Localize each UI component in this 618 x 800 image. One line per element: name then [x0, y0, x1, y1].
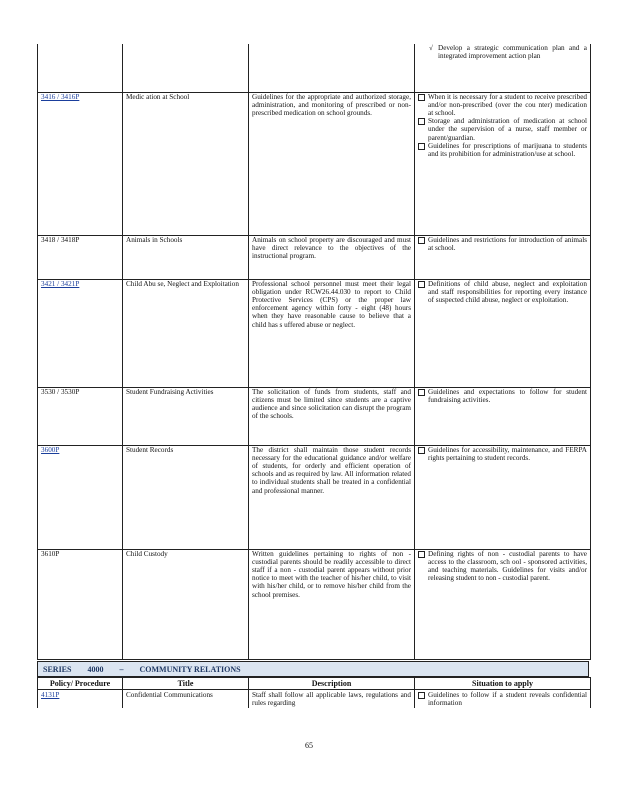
table-row	[38, 387, 591, 445]
policy-cell	[38, 279, 123, 387]
checkbox-bullet-icon	[418, 237, 425, 244]
table-row	[38, 549, 591, 659]
title-cell	[123, 44, 249, 92]
checkbox-bullet-icon	[418, 281, 425, 288]
header-description: Description	[249, 678, 415, 690]
situation-list	[418, 93, 587, 159]
title-cell: Student Fundraising Activities	[123, 387, 249, 445]
situation-text: When it is necessary for a student to receive prescribed and/or non-prescribed (over the cou nter) medication at school.	[428, 92, 587, 117]
table-row	[38, 445, 591, 549]
situation-text: Defining rights of non - custodial parents to have access to the classroom, sch ool - sponsored activities, and teaching materials. Guidelines for visits and/or releasing student to non - custodial parent.	[428, 549, 587, 583]
list-item	[418, 236, 587, 252]
series-number: 4000	[87, 665, 104, 674]
policy-number: 3530 / 3530P	[41, 387, 80, 396]
situation-text: Develop a strategic communication plan and a integrated improvement action plan	[438, 44, 587, 61]
situation-text: Guidelines for prescriptions of marijuana to students and its prohibition for administration/use at school.	[428, 141, 587, 158]
title-cell: Child Abu se, Neglect and Exploitation	[123, 279, 249, 387]
policy-cell	[38, 549, 123, 659]
description-cell: Written guidelines pertaining to rights of non - custodial parents should be readily accessible to direct staff if a non - custodial parent appears without prior notice to meet with the teacher of his/her child, to visit with his/her child, or to remove his/her child from the school premises.	[249, 549, 415, 659]
description-cell	[249, 44, 415, 92]
description-cell: The solicitation of funds from students, staff and citizens must be limited since students are a captive audience and since solicitation can disrupt the program of the schools.	[249, 387, 415, 445]
table-row	[38, 690, 591, 709]
table-row	[38, 235, 591, 279]
checkbox-bullet-icon	[418, 389, 425, 396]
description-cell: Animals on school property are discouraged and must have direct relevance to the objectives of the instructional program.	[249, 235, 415, 279]
policy-cell	[38, 445, 123, 549]
situation-text: Guidelines and restrictions for introduction of animals at school.	[428, 235, 587, 252]
situation-cell	[415, 92, 591, 235]
checkbox-bullet-icon	[418, 447, 425, 454]
table-row	[38, 44, 591, 92]
description-cell: Staff shall follow all applicable laws, regulations and rules regarding	[249, 690, 415, 709]
title-cell: Student Records	[123, 445, 249, 549]
description-cell: Guidelines for the appropriate and authorized storage, administration, and monitoring of prescribed or non-prescribed medication on school grounds.	[249, 92, 415, 235]
checkbox-bullet-icon	[418, 551, 425, 558]
situation-cell	[415, 44, 591, 92]
list-item	[418, 93, 587, 118]
list-item	[418, 280, 587, 305]
header-situation: Situation to apply	[415, 678, 591, 690]
policy-table-2	[37, 677, 591, 708]
list-item	[418, 44, 587, 60]
situation-list	[418, 446, 587, 462]
situation-text: Storage and administration of medication at school under the supervision of a nurse, staff member or parent/guardian.	[428, 117, 587, 142]
series-heading	[37, 661, 589, 677]
situation-cell	[415, 690, 591, 709]
series-name: COMMUNITY RELATIONS	[139, 665, 241, 674]
policy-table	[37, 44, 591, 660]
situation-list	[418, 550, 587, 583]
checkbox-bullet-icon	[418, 118, 425, 125]
situation-text: Guidelines and expectations to follow for student fundraising activities.	[428, 387, 587, 404]
title-cell: Animals in Schools	[123, 235, 249, 279]
situation-list	[418, 44, 587, 60]
checkbox-bullet-icon	[418, 94, 425, 101]
header-policy: Policy/ Procedure	[38, 678, 123, 690]
situation-cell	[415, 235, 591, 279]
policy-number: 3610P	[41, 549, 60, 558]
series-label: SERIES	[43, 665, 72, 674]
checkmark-icon: √	[429, 44, 433, 52]
checkbox-bullet-icon	[418, 143, 425, 150]
situation-list	[418, 280, 587, 305]
policy-link[interactable]: 4131P	[41, 691, 60, 699]
situation-list	[418, 236, 587, 252]
checkbox-bullet-icon	[418, 692, 425, 699]
policy-link[interactable]: 3421 / 3421P	[41, 279, 80, 288]
policy-number: 3418 / 3418P	[41, 235, 80, 244]
situation-text: Guidelines to follow if a student reveals confidential information	[428, 691, 587, 708]
policy-cell	[38, 235, 123, 279]
list-item	[418, 142, 587, 158]
policy-link[interactable]: 3416 / 3416P	[41, 92, 80, 101]
header-title: Title	[123, 678, 249, 690]
policy-cell	[38, 92, 123, 235]
title-cell: Child Custody	[123, 549, 249, 659]
title-cell: Confidential Communications	[123, 690, 249, 709]
situation-cell	[415, 549, 591, 659]
policy-cell	[38, 44, 123, 92]
list-item	[418, 550, 587, 583]
list-item	[418, 388, 587, 404]
list-item	[418, 691, 587, 707]
situation-text: Definitions of child abuse, neglect and exploitation and staff responsibilities for reporting every instance of suspected child abuse, neglect or exploitation.	[428, 279, 587, 304]
list-item	[418, 446, 587, 462]
table-row	[38, 279, 591, 387]
table-header-row	[38, 678, 591, 690]
policy-cell	[38, 387, 123, 445]
table-row	[38, 92, 591, 235]
situation-list	[418, 388, 587, 404]
situation-cell	[415, 279, 591, 387]
title-cell: Medic ation at School	[123, 92, 249, 235]
policy-cell	[38, 690, 123, 709]
policy-link[interactable]: 3600P	[41, 445, 60, 454]
situation-cell	[415, 387, 591, 445]
list-item	[418, 117, 587, 142]
series-dash: –	[119, 665, 124, 674]
situation-text: Guidelines for accessibility, maintenance, and FERPA rights pertaining to student records.	[428, 445, 587, 462]
description-cell: Professional school personnel must meet their legal obligation under RCW26.44.030 to report to Child Protective Services (CPS) or the proper law enforcement agency within forty - eight (48) hours when they have reasonable cause to believe that a child has s uffered abuse or neglect.	[249, 279, 415, 387]
description-cell: The district shall maintain those student records necessary for the educational guidance and/or welfare of students, for orderly and efficient operation of schools and as required by law. All information related to individual students shall be treated in a confidential and professional manner.	[249, 445, 415, 549]
page-number: 65	[305, 741, 313, 750]
situation-list	[418, 691, 587, 707]
situation-cell	[415, 445, 591, 549]
